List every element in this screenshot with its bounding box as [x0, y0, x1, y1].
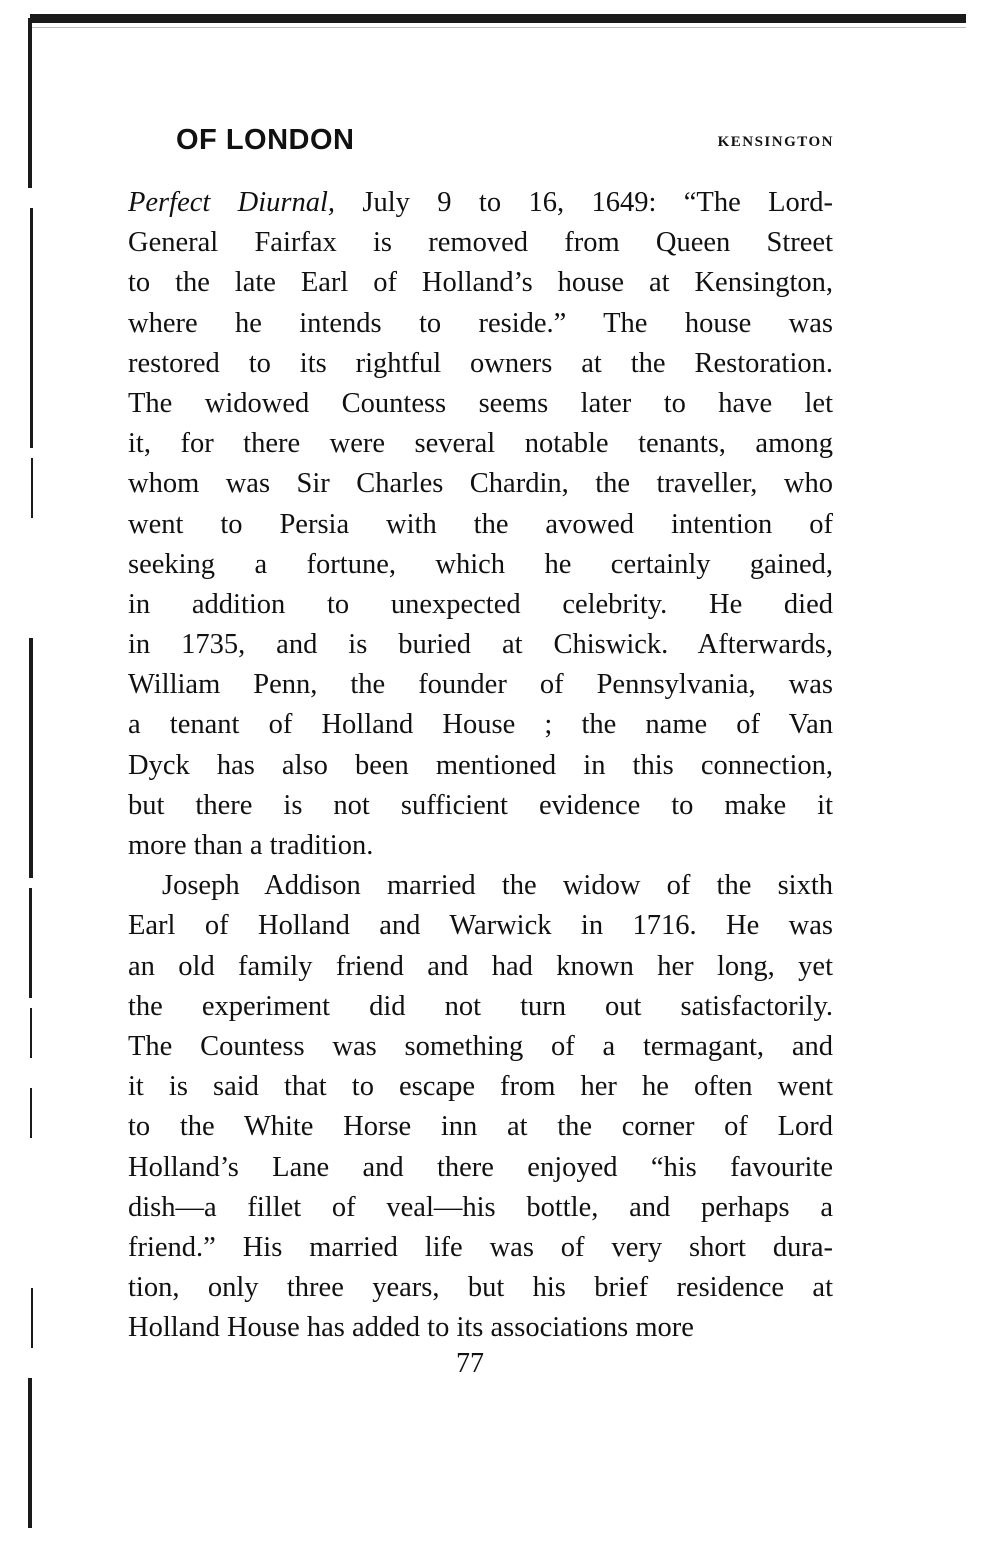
text-line — [128, 304, 833, 344]
text-run: it, for there were several notable tenants, among — [128, 428, 833, 460]
italic-text: Perfect Diurnal, — [128, 187, 336, 218]
text-line — [128, 746, 833, 786]
text-run: The widowed Countess seems later to have let — [128, 387, 833, 419]
text-line — [128, 987, 833, 1027]
text-line — [128, 665, 833, 705]
text-line — [128, 545, 833, 585]
text-line — [128, 1228, 833, 1268]
text-line — [128, 625, 833, 665]
running-head — [176, 124, 834, 164]
text-run: William Penn, the founder of Pennsylvania, was — [128, 669, 833, 701]
text-run: friend.” His married life was of very short dura- — [128, 1231, 833, 1263]
text-line — [128, 1308, 833, 1348]
text-line — [128, 263, 833, 303]
text-line — [128, 705, 833, 745]
text-run: in 1735, and is buried at Chiswick. Afterwards, — [128, 629, 833, 661]
text-run: went to Persia with the avowed intention of — [128, 508, 833, 540]
text-run: in addition to unexpected celebrity. He died — [128, 588, 833, 620]
text-run: more than a tradition. — [128, 830, 374, 861]
text-run: a tenant of Holland House ; the name of Van — [128, 709, 833, 741]
text-line — [128, 344, 833, 384]
text-run: tion, only three years, but his brief residence at — [128, 1272, 833, 1304]
text-run: The Countess was something of a termagant, and — [128, 1030, 833, 1062]
text-line — [128, 183, 833, 223]
text-line — [128, 424, 833, 464]
text-line — [128, 1188, 833, 1228]
text-line — [128, 505, 833, 545]
text-run: an old family friend and had known her long, yet — [128, 950, 833, 982]
text-line — [128, 1027, 833, 1067]
page-number: 77 — [456, 1348, 484, 1379]
text-run: the experiment did not turn out satisfactorily. — [128, 990, 833, 1022]
text-run: July 9 to 16, 1649: “The Lord- — [335, 187, 833, 218]
text-run: Holland’s Lane and there enjoyed “his favourite — [128, 1151, 833, 1183]
top-border-hairline — [30, 27, 966, 28]
text-line — [128, 866, 833, 906]
text-run: Earl of Holland and Warwick in 1716. He was — [128, 910, 833, 942]
text-run: to the White Horse inn at the corner of Lord — [128, 1111, 833, 1143]
text-line — [128, 1268, 833, 1308]
text-run: where he intends to reside.” The house was — [128, 307, 833, 339]
paragraph — [128, 866, 833, 1348]
text-run: General Fairfax is removed from Queen Street — [128, 227, 833, 259]
body-text — [128, 183, 833, 1348]
text-line — [128, 906, 833, 946]
text-run: Joseph Addison married the widow of the sixth — [162, 870, 833, 902]
text-line — [128, 947, 833, 987]
text-line — [128, 223, 833, 263]
left-page-edge — [22, 18, 36, 1518]
text-run: Holland House has added to its associations more — [128, 1312, 694, 1344]
text-line — [128, 384, 833, 424]
paragraph — [128, 183, 833, 866]
text-run: seeking a fortune, which he certainly gained, — [128, 548, 833, 580]
running-head-section: KENSINGTON — [717, 134, 834, 150]
text-line — [128, 1067, 833, 1107]
text-run: Dyck has also been mentioned in this connection, — [128, 749, 833, 781]
text-run: it is said that to escape from her he often went — [128, 1071, 833, 1103]
text-run: dish—a fillet of veal—his bottle, and perhaps a — [128, 1191, 833, 1223]
text-line — [128, 585, 833, 625]
top-border-rule — [30, 14, 966, 23]
text-line — [128, 1107, 833, 1147]
text-run: but there is not sufficient evidence to make it — [128, 789, 833, 821]
text-line — [128, 786, 833, 826]
text-line — [128, 464, 833, 504]
text-line — [128, 1148, 833, 1188]
text-run: whom was Sir Charles Chardin, the traveller, who — [128, 468, 833, 500]
running-head-title: OF LONDON — [176, 124, 355, 156]
text-line — [128, 826, 833, 866]
text-run: restored to its rightful owners at the Restoration. — [128, 347, 833, 379]
text-run: to the late Earl of Holland’s house at Kensington, — [128, 267, 833, 299]
